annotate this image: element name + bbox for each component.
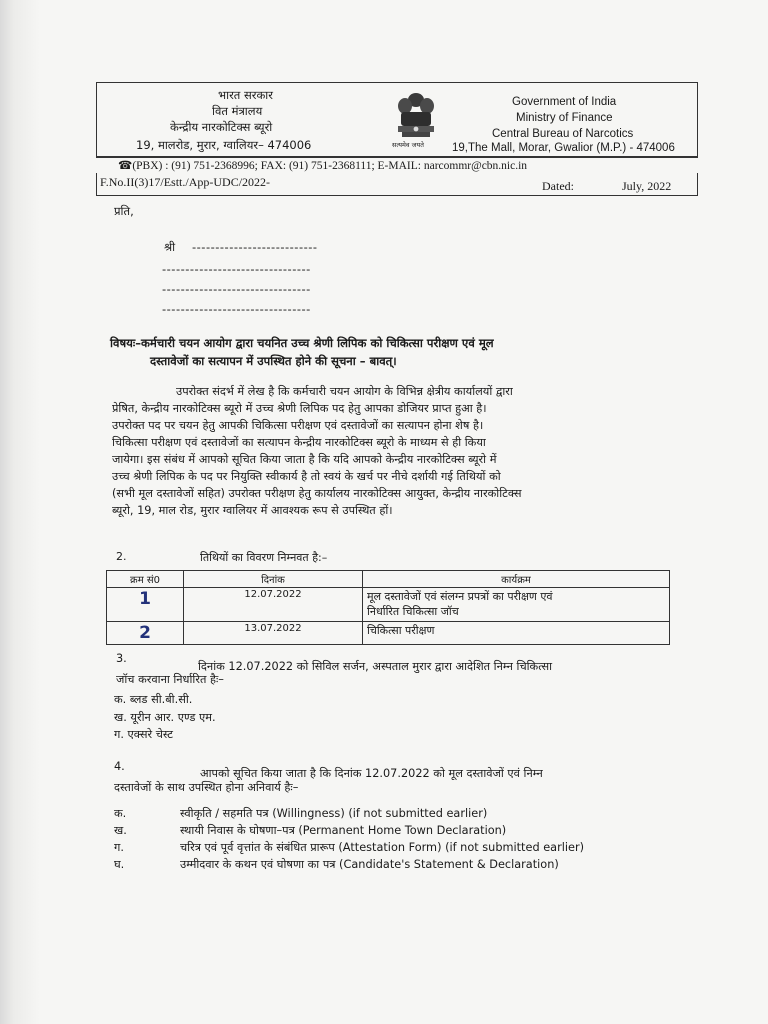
address-blank-3: -------------------------------- — [162, 282, 311, 296]
section-3-line-1: दिनांक 12.07.2022 को सिविल सर्जन, अस्पताल मुरार द्वारा आदेशित निम्न चिकित्सा — [198, 660, 553, 673]
para1-line-2: प्रेषित, केन्द्रीय नारकोटिक्स ब्यूरो में उच्च श्रेणी लिपिक पद हेतु आपका डोजियर प्राप्त हुआ है। — [112, 402, 487, 415]
english-address: 19,The Mall, Morar, Gwalior (M.P.) - 474006 — [452, 142, 675, 154]
header-program: कार्यक्रम — [363, 571, 670, 588]
dated-label: Dated: — [542, 179, 574, 193]
subject-line-1: विषयः–कर्मचारी चयन आयोग द्वारा चयनित उच्च श्रेणी लिपिक को चिकित्सा परीक्षण एवं मूल — [110, 336, 494, 350]
contact-line: ☎(PBX) : (91) 751-2368996; FAX: (91) 751-2368111; E-MAIL: narcommr@cbn.nic.in — [118, 160, 528, 172]
test-item-3: ग. एक्सरे चेस्ट — [114, 728, 173, 741]
to-label: प्रति, — [114, 204, 134, 218]
english-govt-of-india: Government of India — [512, 96, 617, 108]
para1-line-7: (सभी मूल दस्तावेजों सहित) उपरोक्त परीक्षण हेतु कार्यालय नारकोटिक्स आयुक्त, केन्द्रीय नारकोटिक्स — [112, 487, 522, 500]
file-number: F.No.II(3)17/Estt./App-UDC/2022- — [100, 175, 271, 189]
table-header-row — [107, 571, 670, 588]
emblem-caption: सत्यमेव जयते — [392, 141, 424, 149]
para1-line-6: उच्च श्रेणी लिपिक के पद पर नियुक्ति स्वीकार्य है तो स्वयं के खर्च पर नीचे दर्शायी गई तिथियों को — [112, 470, 501, 483]
doc-item-4-text: उम्मीदवार के कथन एवं घोषणा का पत्र (Candidate's Statement & Declaration) — [180, 858, 559, 871]
letterhead-divider — [96, 156, 698, 157]
section-2-number: 2. — [116, 550, 127, 563]
header-sno: क्रम सं0 — [107, 571, 184, 588]
subject-line-2: दस्तावेजों का सत्यापन में उपस्थित होने की सूचना – बावत्। — [150, 354, 397, 368]
table-row — [107, 588, 670, 622]
doc-item-1-letter: क. — [114, 807, 127, 820]
section-2-text: तिथियों का विवरण निम्नवत है:– — [200, 551, 328, 564]
schedule-table — [106, 570, 670, 645]
row-2-sno: 2 — [107, 622, 184, 645]
doc-item-3-text: चरित्र एवं पूर्व वृत्तांत के संबंधित प्रारूप (Attestation Form) (if not submitted earlier) — [180, 841, 584, 854]
address-blank-1: --------------------------- — [192, 240, 318, 254]
row-1-program-line-1: मूल दस्तावेजों एवं संलग्न प्रपत्रों का परीक्षण एवं — [367, 590, 553, 603]
section-4-line-1: आपको सूचित किया जाता है कि दिनांक 12.07.2022 को मूल दस्तावेजों एवं निम्न — [200, 767, 543, 780]
address-blank-2: -------------------------------- — [162, 262, 311, 276]
row-1-sno: 1 — [107, 588, 184, 622]
english-ministry: Ministry of Finance — [516, 112, 613, 124]
english-bureau: Central Bureau of Narcotics — [492, 128, 634, 140]
row-2-date: 13.07.2022 — [184, 622, 363, 645]
table-row — [107, 622, 670, 645]
test-item-2: ख. यूरीन आर. एण्ड एम. — [114, 711, 216, 724]
row-1-program — [363, 588, 670, 622]
dated-value: July, 2022 — [622, 179, 672, 193]
shri-label: श्री — [164, 240, 176, 254]
hindi-address: 19, मालरोड, मुरार, ग्वालियर– 474006 — [136, 138, 312, 152]
doc-item-4-letter: घ. — [114, 858, 125, 871]
para1-line-3: उपरोक्त पद पर चयन हेतु आपकी चिकित्सा परीक्षण एवं दस्तावेजों का सत्यापन होना शेष है। — [112, 419, 484, 432]
hindi-ministry: वित मंत्रालय — [212, 104, 263, 118]
row-1-date: 12.07.2022 — [184, 588, 363, 622]
section-3-number: 3. — [116, 652, 127, 665]
section-4-line-2: दस्तावेजों के साथ उपस्थित होना अनिवार्य हैः– — [114, 781, 299, 794]
section-4-number: 4. — [114, 760, 125, 773]
doc-item-2-text: स्थायी निवास के घोषणा–पत्र (Permanent Home Town Declaration) — [180, 824, 507, 837]
doc-item-2-letter: ख. — [114, 824, 127, 837]
para1-line-5: जायेगा। इस संबंध में आपको सूचित किया जाता है कि यदि आपको केन्द्रीय नारकोटिक्स ब्यूरो में — [112, 453, 497, 466]
row-2-program: चिकित्सा परीक्षण — [363, 622, 670, 645]
para1-line-1: उपरोक्त संदर्भ में लेख है कि कर्मचारी चयन आयोग के विभिन्न क्षेत्रीय कार्यालयों द्वारा — [176, 385, 513, 398]
hindi-govt-of-india: भारत सरकार — [218, 88, 273, 102]
test-item-1: क. ब्लड सी.बी.सी. — [114, 693, 193, 706]
para1-line-4: चिकित्सा परीक्षण एवं दस्तावेजों का सत्यापन केन्द्रीय नारकोटिक्स ब्यूरो के माध्यम से ही किया — [112, 436, 486, 449]
national-emblem — [388, 88, 444, 154]
section-3-line-2: जॉच करवाना निर्धारित हैः– — [116, 673, 224, 686]
para1-line-8: ब्यूरो, 19, माल रोड, मुरार ग्वालियर में आवश्यक रूप से उपस्थित हों। — [112, 504, 393, 517]
address-blank-4: -------------------------------- — [162, 302, 311, 316]
hindi-bureau: केन्द्रीय नारकोटिक्स ब्यूरो — [170, 120, 273, 134]
header-date: दिनांक — [184, 571, 363, 588]
doc-item-3-letter: ग. — [114, 841, 124, 854]
doc-item-1-text: स्वीकृति / सहमति पत्र (Willingness) (if not submitted earlier) — [180, 807, 488, 820]
row-1-program-line-2: निर्धारित चिकित्सा जॉच — [367, 605, 459, 618]
